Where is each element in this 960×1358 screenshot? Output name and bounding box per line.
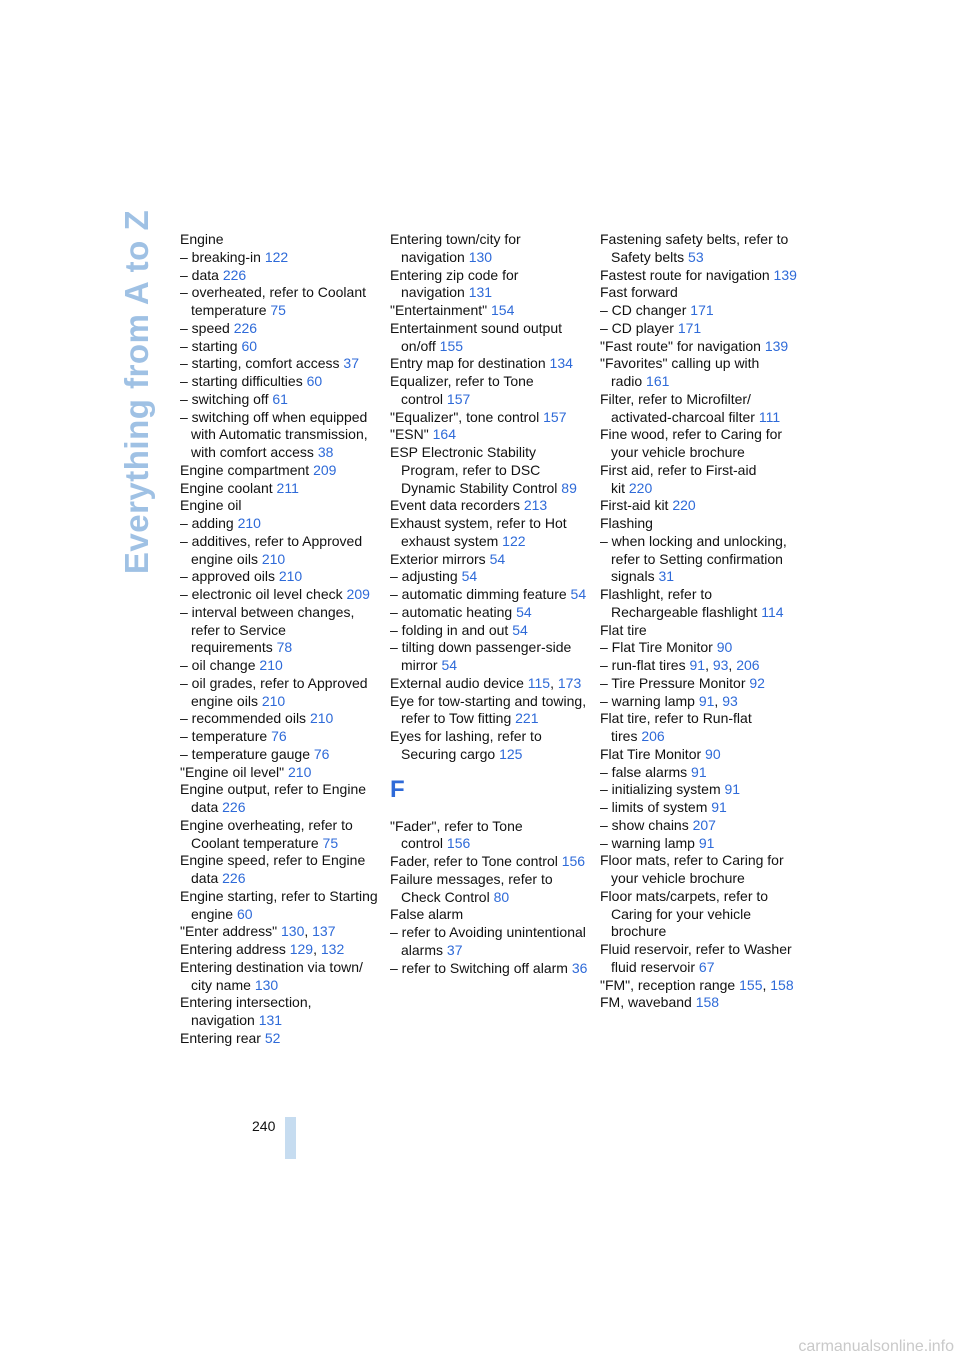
page-reference-link[interactable]: 139 (773, 266, 797, 283)
page-reference-link[interactable]: 134 (549, 355, 573, 372)
page-reference-link[interactable]: 91 (711, 799, 727, 815)
page-reference-link[interactable]: 221 (515, 710, 539, 727)
index-entry-term: Engine (180, 231, 224, 247)
index-entry (390, 302, 588, 320)
index-entry-term: Eye for tow-starting and towing, refer to Tow fitting (390, 692, 587, 727)
index-entry-term: "Enter address" (180, 923, 278, 940)
index-entry-term: – show chains (600, 816, 689, 833)
index-entry (180, 338, 378, 356)
page-reference-link[interactable]: 130 (468, 248, 493, 265)
index-entry: Entering address 129, 132 (180, 941, 345, 957)
index-entry-term: Floor mats, refer to Caring for your vehicle brochure (600, 852, 784, 886)
index-entry (600, 764, 798, 782)
page-reference-link[interactable]: 122 (264, 248, 289, 265)
page-reference-link[interactable]: 111 (758, 408, 781, 425)
page-reference-link[interactable]: 38 (317, 444, 334, 460)
index-column-2 (390, 231, 588, 977)
page-reference-link[interactable]: 125 (499, 745, 523, 762)
page-reference-link[interactable]: 93 (722, 692, 738, 709)
index-entry-term: Engine output, refer to Engine data (180, 781, 367, 815)
index-entry-term: Engine compartment (180, 461, 310, 478)
index-entry-term: Engine coolant (180, 479, 273, 496)
page-reference-link[interactable]: 54 (516, 603, 532, 620)
page-reference-link[interactable]: 67 (698, 958, 715, 975)
index-entry-term: Entering town/city for navigation (390, 231, 521, 265)
index-entry-term: First-aid kit (600, 497, 669, 514)
page-reference-link[interactable]: 206 (641, 728, 665, 744)
page-reference-link[interactable]: 209 (313, 461, 337, 478)
page-reference-link[interactable]: 210 (278, 568, 303, 585)
index-entry (180, 231, 378, 249)
index-entry-term: – temperature gauge (180, 745, 310, 762)
index-entry (600, 267, 798, 285)
page-reference-link[interactable]: 211 (276, 479, 299, 496)
page-reference-link[interactable]: 161 (646, 373, 670, 389)
index-entry-term: Engine speed, refer to Engine data (180, 852, 366, 886)
index-entry-term: Engine oil (180, 497, 242, 514)
page-reference-link[interactable]: 226 (233, 319, 258, 336)
index-entry-term: Entering address (180, 941, 286, 957)
index-entry (390, 497, 588, 515)
page-reference-link[interactable]: 155 (439, 337, 464, 354)
index-entry (600, 586, 798, 622)
page-reference-link[interactable]: 226 (222, 870, 246, 886)
index-entry (180, 320, 378, 338)
index-entry-term: – starting (180, 337, 238, 354)
page-reference-link[interactable]: 76 (313, 745, 330, 762)
page-reference-link[interactable]: 131 (258, 1012, 283, 1028)
index-entry-term: – speed (180, 319, 230, 336)
index-entry (180, 533, 378, 569)
page-reference-link[interactable]: 115 (527, 674, 551, 691)
index-entry-term: Flashing (600, 515, 653, 531)
page-reference-link[interactable]: 210 (309, 710, 334, 727)
index-entry-term: "Entertainment" (390, 302, 488, 318)
index-entry-term: "ESN" (390, 426, 429, 443)
index-entry-term: Fader, refer to Tone control (390, 853, 558, 869)
page-reference-link[interactable]: 210 (261, 550, 286, 567)
index-entry (390, 728, 588, 764)
page-reference-link[interactable]: 54 (512, 621, 528, 638)
index-entry (390, 568, 588, 586)
side-section-title-text: Everything from A to Z (118, 209, 155, 575)
index-entry (390, 231, 588, 267)
index-entry (600, 852, 798, 888)
index-entry-term: Filter, refer to Microfilter/ activated-charcoal filter (600, 390, 755, 425)
index-entry (600, 781, 798, 799)
index-entry-term: – switching off when equipped with Automatic transmission, with comfort access (180, 408, 368, 460)
page-reference-link[interactable]: 93 (712, 657, 729, 673)
index-entry (600, 320, 798, 338)
index-entry-term: "Engine oil level" (180, 763, 285, 780)
index-entry-term: Entering intersection, navigation (180, 994, 312, 1028)
page-reference-link[interactable]: 207 (692, 816, 716, 833)
page-reference-link[interactable]: 122 (502, 532, 526, 549)
index-entry-term: Fastest route for navigation (600, 266, 770, 283)
page-reference-link[interactable]: 91 (724, 781, 741, 798)
page-reference-link[interactable]: 155 (739, 976, 763, 993)
index-entry-term: "Fast route" for navigation (600, 337, 761, 354)
page-reference-link[interactable]: 220 (628, 479, 653, 496)
index-entry (600, 675, 798, 693)
index-entry-term: – automatic heating (390, 603, 513, 620)
index-entry-term: – run-flat tires (600, 657, 686, 673)
index-entry (180, 284, 378, 320)
index-entry: "FM", reception range 155, 158 (600, 976, 794, 993)
index-entry-term: Engine starting, refer to Starting engine (180, 887, 378, 922)
index-entry (180, 480, 378, 498)
page-reference-link[interactable]: 220 (672, 497, 696, 514)
index-entry (180, 675, 378, 711)
index-entry-term: Fluid reservoir, refer to Washer fluid reservoir (600, 941, 792, 975)
index-entry (180, 604, 378, 657)
page-reference-link[interactable]: 54 (461, 568, 478, 585)
index-entry-term: Event data recorders (390, 497, 520, 514)
index-entry (180, 1030, 378, 1048)
index-entry (600, 835, 798, 853)
index-entry (600, 426, 798, 462)
index-entry (600, 355, 798, 391)
index-entry (390, 320, 588, 356)
index-entry (390, 426, 588, 444)
index-entry-term: – switching off (180, 390, 269, 407)
index-entry-term: "Fader", refer to Tone control (390, 817, 523, 852)
index-entry (180, 657, 378, 675)
index-entry (180, 462, 378, 480)
page-reference-link[interactable]: 90 (716, 639, 733, 656)
page-reference-link[interactable]: 156 (561, 853, 586, 869)
index-entry-term: Entering rear (180, 1029, 261, 1046)
page-reference-link[interactable]: 89 (561, 479, 577, 496)
index-entry-term: Failure messages, refer to Check Control (390, 870, 553, 905)
page-reference-link[interactable]: 91 (691, 763, 707, 780)
index-entry (600, 533, 798, 586)
page-reference-link[interactable]: 78 (276, 639, 293, 656)
page-reference-link[interactable]: 210 (259, 657, 283, 673)
index-entry-term: ESP Electronic Stability Program, refer to DSC Dynamic Stability Control (390, 444, 558, 496)
index-entry (390, 639, 588, 675)
page-reference-link[interactable]: 75 (322, 834, 339, 851)
index-entry-term: Fastening safety belts, refer to Safety belts (600, 231, 789, 265)
page-reference-link[interactable]: 91 (698, 692, 715, 709)
page-reference-link[interactable]: 139 (764, 337, 789, 354)
index-entry-term: – adjusting (390, 568, 458, 585)
page-reference-link[interactable]: 75 (270, 302, 286, 318)
index-entry-term: Exterior mirrors (390, 550, 486, 567)
index-entry-term: First aid, refer to First-aid kit (600, 461, 757, 496)
index-entry (390, 906, 588, 924)
index-entry (390, 622, 588, 640)
index-entry-term: FM, waveband (600, 994, 692, 1011)
index-entry-term: Flat Tire Monitor (600, 745, 702, 762)
index-entry (600, 302, 798, 320)
index-entry-term: – oil grades, refer to Approved engine oils (180, 674, 368, 709)
index-entry (180, 515, 378, 533)
index-entry-term: – folding in and out (390, 621, 509, 638)
page-reference-link[interactable]: 210 (261, 692, 286, 709)
index-entry (180, 409, 378, 462)
page-reference-link[interactable]: 76 (271, 728, 287, 744)
index-entry (390, 373, 588, 409)
page-reference-link[interactable]: 80 (493, 888, 510, 905)
index-entry (390, 818, 588, 854)
index-entry-term: – electronic oil level check (180, 586, 343, 602)
page-reference-link[interactable]: 173 (557, 674, 582, 691)
index-entry-term: Flashlight, refer to Rechargeable flashlight (600, 586, 758, 620)
index-entry (390, 693, 588, 729)
index-entry (180, 355, 378, 373)
index-entry (390, 515, 588, 551)
index-entry (390, 267, 588, 303)
side-section-title (118, 209, 155, 575)
page-reference-link[interactable]: 158 (770, 976, 794, 993)
page-reference-link[interactable]: 60 (241, 337, 258, 354)
index-entry (600, 710, 798, 746)
index-entry (600, 231, 798, 267)
index-entry-term: Exhaust system, refer to Hot exhaust system (390, 515, 567, 549)
index-entry-term: – approved oils (180, 568, 275, 585)
page-reference-link[interactable]: 36 (571, 959, 588, 976)
page-reference-link[interactable]: 206 (736, 657, 760, 673)
index-entry-term: – CD changer (600, 302, 687, 318)
index-entry (600, 994, 798, 1012)
index-entry (390, 604, 588, 622)
index-entry-term: "FM", reception range (600, 976, 736, 993)
page-reference-link[interactable]: 156 (446, 835, 471, 852)
index-entry (600, 284, 798, 302)
page-reference-link[interactable]: 60 (236, 905, 253, 922)
index-entry (600, 888, 798, 941)
index-entry-term: – additives, refer to Approved engine oils (180, 532, 363, 567)
index-entry (390, 871, 588, 907)
index-entry-term: Fast forward (600, 284, 678, 301)
page-reference-link[interactable]: 213 (523, 497, 548, 514)
index-entry-term: Fine wood, refer to Caring for your vehicle brochure (600, 426, 783, 460)
index-entry-term: – CD player (600, 319, 674, 336)
index-entry (390, 409, 588, 427)
page-reference-link[interactable]: 54 (570, 586, 587, 602)
index-entry (390, 551, 588, 569)
index-entry (600, 941, 798, 977)
index-entry-term: – adding (180, 515, 234, 531)
page-reference-link[interactable]: 157 (446, 390, 471, 407)
index-entry-term: Entering destination via town/ city name (180, 958, 363, 993)
index-entry (600, 391, 798, 427)
index-entry: – warning lamp 91, 93 (600, 692, 738, 709)
index-entry (600, 338, 798, 356)
section-letter: F (390, 775, 405, 803)
page-reference-link[interactable]: 210 (237, 515, 261, 531)
watermark: carmanualsonline.info (798, 1338, 954, 1355)
index-entry-term: Entry map for destination (390, 355, 546, 372)
page-reference-link[interactable]: 61 (272, 390, 288, 407)
page-reference-link[interactable]: 171 (690, 302, 714, 318)
page-reference-link[interactable]: 210 (288, 763, 312, 780)
index-entry-term: – Flat Tire Monitor (600, 639, 713, 656)
page-reference-link[interactable]: 53 (688, 248, 704, 265)
page-reference-link[interactable]: 157 (543, 408, 567, 425)
page-reference-link[interactable]: 130 (254, 976, 279, 993)
index-entry-term: – when locking and unlocking, refer to Setting confirmation signals (600, 532, 787, 585)
index-entry-term: – overheated, refer to Coolant temperature (180, 284, 367, 318)
index-entry-term: – automatic dimming feature (390, 586, 567, 602)
index-entry (180, 728, 378, 746)
index-entry-term: – breaking-in (180, 248, 261, 265)
index-entry-term: – warning lamp (600, 692, 695, 709)
index-entry-term: Entering zip code for navigation (390, 266, 519, 301)
index-entry (180, 497, 378, 515)
page-reference-link[interactable]: 158 (695, 994, 720, 1011)
index-entry-term: – limits of system (600, 799, 708, 815)
page-reference-link[interactable]: 209 (346, 586, 370, 602)
index-entry-term: Floor mats/carpets, refer to Caring for your vehicle brochure (600, 887, 769, 940)
page-reference-link[interactable]: 226 (222, 266, 247, 283)
index-entry: – run-flat tires 91, 93, 206 (600, 657, 760, 673)
index-entry (390, 853, 588, 871)
index-entry (180, 959, 378, 995)
page-reference-link[interactable]: 54 (441, 657, 458, 673)
page-reference-link[interactable]: 137 (312, 923, 336, 940)
page-number: 240 (252, 1118, 276, 1134)
index-entry (390, 960, 588, 978)
index-entry (180, 817, 378, 853)
index-entry (180, 888, 378, 924)
index-entry-term: Eyes for lashing, refer to Securing cargo (390, 728, 542, 762)
index-entry (180, 391, 378, 409)
page-reference-link[interactable]: 52 (264, 1029, 281, 1046)
index-entry (600, 462, 798, 498)
index-entry (600, 746, 798, 764)
page-reference-link[interactable]: 129 (289, 941, 314, 957)
index-entry-term: – initializing system (600, 781, 721, 798)
index-column-3 (600, 231, 798, 1012)
page-reference-link[interactable]: 130 (281, 923, 305, 940)
page-reference-link[interactable]: 171 (677, 319, 702, 336)
index-entry (180, 781, 378, 817)
index-entry-term: False alarm (390, 906, 464, 923)
index-entry-term: – warning lamp (600, 834, 695, 851)
page-reference-link[interactable]: 131 (468, 284, 493, 301)
page-reference-link[interactable]: 91 (689, 657, 706, 673)
index-entry-term: – refer to Avoiding unintentional alarms (390, 924, 586, 958)
index-entry-term: – starting, comfort access (180, 355, 340, 372)
page-reference-link[interactable]: 132 (320, 941, 345, 957)
index-column-1 (180, 231, 378, 1048)
index-entry (600, 639, 798, 657)
index-entry (600, 799, 798, 817)
page-reference-link[interactable]: 60 (306, 373, 323, 389)
index-entry: "Enter address" 130, 137 (180, 923, 336, 940)
index-entry-term: Flat tire (600, 621, 647, 638)
page-reference-link[interactable]: 92 (749, 674, 765, 691)
index-entry-term: – oil change (180, 657, 256, 673)
index-entry (180, 764, 378, 782)
index-entry (180, 586, 378, 604)
index-entry (390, 586, 588, 604)
index-entry (600, 622, 798, 640)
index-entry (180, 249, 378, 267)
index-entry: External audio device 115, 173 (390, 674, 582, 691)
index-entry (600, 817, 798, 835)
index-entry (390, 924, 588, 960)
page-reference-link[interactable]: 37 (446, 941, 463, 958)
page-reference-link[interactable]: 31 (658, 568, 675, 585)
index-entry-term: – refer to Switching off alarm (390, 959, 568, 976)
index-entry-term: External audio device (390, 674, 524, 691)
index-entry (180, 267, 378, 285)
index-entry-term: Equalizer, refer to Tone control (390, 373, 534, 407)
index-entry (390, 444, 588, 497)
index-entry-term: – Tire Pressure Monitor (600, 674, 746, 691)
index-entry (180, 852, 378, 888)
index-entry-term: "Equalizer", tone control (390, 408, 540, 425)
index-entry (180, 746, 378, 764)
page-reference-link[interactable]: 114 (761, 603, 784, 620)
index-entry-term: Engine overheating, refer to Coolant temperature (180, 816, 353, 851)
index-entry (180, 568, 378, 586)
page-reference-link[interactable]: 164 (432, 426, 456, 443)
page-reference-link[interactable]: 91 (698, 834, 715, 851)
index-entry (600, 515, 798, 533)
index-entry-term: Entertainment sound output on/off (390, 319, 563, 354)
index-entry-term: – temperature (180, 728, 268, 744)
index-entry (180, 373, 378, 391)
page-reference-link[interactable]: 226 (222, 799, 246, 815)
index-entry-term: – starting difficulties (180, 373, 303, 389)
page-reference-link[interactable]: 54 (489, 550, 506, 567)
index-entry-term: – false alarms (600, 763, 688, 780)
index-entry-term: "Favorites" calling up with radio (600, 355, 760, 389)
page-reference-link[interactable]: 37 (343, 355, 359, 372)
index-entry-term: – interval between changes, refer to Service requirements (180, 603, 355, 656)
index-entry (390, 355, 588, 373)
index-entry-term: – data (180, 266, 219, 283)
page-reference-link[interactable]: 90 (705, 745, 721, 762)
page-reference-link[interactable]: 154 (491, 302, 515, 318)
index-entry (180, 994, 378, 1030)
index-entry (180, 710, 378, 728)
index-entry-term: – recommended oils (180, 710, 307, 727)
index-entry (600, 497, 798, 515)
page-number-bar (285, 1117, 296, 1159)
index-entry-term: Flat tire, refer to Run-flat tires (600, 710, 752, 744)
index-entry-term: – tilting down passenger-side mirror (390, 639, 572, 673)
